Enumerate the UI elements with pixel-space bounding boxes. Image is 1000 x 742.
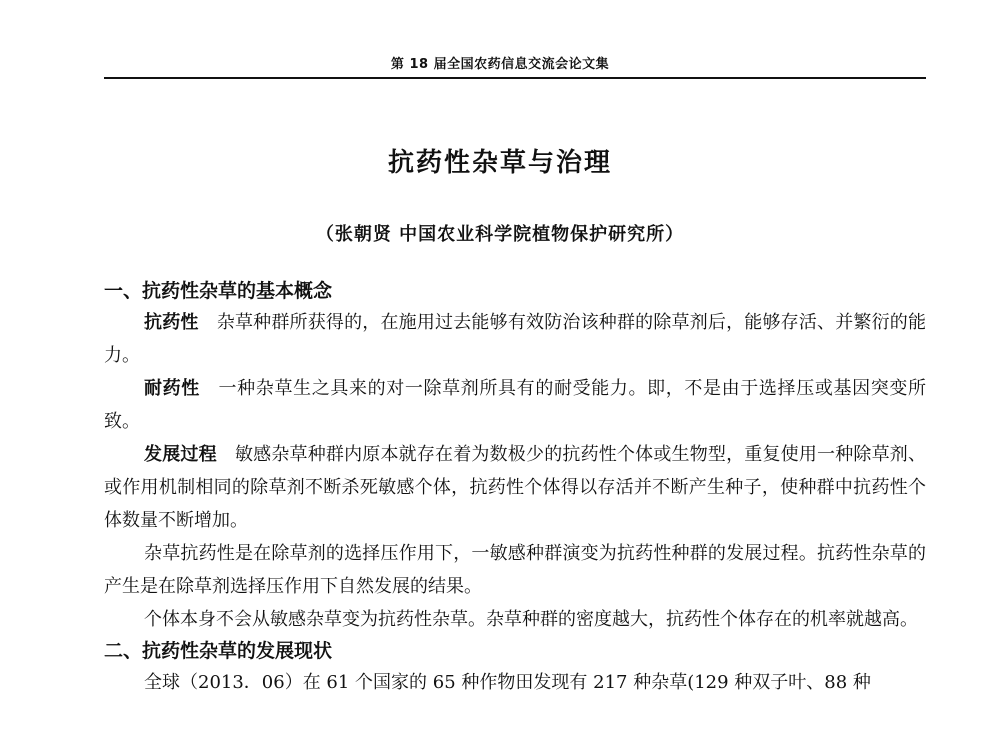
paragraph-development [104, 438, 926, 537]
paragraph-global-status: 全球（2013．06）在 61 个国家的 65 种作物田发现有 217 种杂草(129 种双子叶、88 种 [144, 672, 871, 693]
running-header: 第 18 届全国农药信息交流会论文集 [390, 57, 610, 72]
header-rule [104, 77, 926, 79]
article-body [104, 276, 926, 696]
author-affiliation: （张朝贤 中国农业科学院植物保护研究所） [315, 224, 685, 245]
paragraph-population-density: 个体本身不会从敏感杂草变为抗药性杂草。杂草种群的密度越大，抗药性个体存在的机率就越高。 [144, 609, 918, 630]
term-label: 抗药性 [144, 312, 199, 333]
section-heading: 一、抗药性杂草的基本概念 [104, 280, 333, 302]
paragraph-tolerance [104, 372, 926, 438]
paragraph-resistance [104, 306, 926, 372]
article-title: 抗药性杂草与治理 [387, 148, 612, 178]
paragraph-text: 敏感杂草种群内原本就存在着为数极少的抗药性个体或生物型，重复使用一种除草剂、或作用机制相同的除草剂不断杀死敏感个体，抗药性个体得以存活并不断产生种子，使种群中抗药性个体数量不断增加。 [104, 444, 926, 531]
paragraph-text: 一种杂草生之具来的对一除草剂所具有的耐受能力。即，不是由于选择压或基因突变所致。 [104, 378, 926, 432]
term-label: 耐药性 [144, 378, 200, 399]
term-label: 发展过程 [144, 444, 217, 465]
paragraph-text: 杂草种群所获得的，在施用过去能够有效防治该种群的除草剂后，能够存活、并繁衍的能力。 [104, 312, 927, 366]
section-heading: 二、抗药性杂草的发展现状 [104, 640, 333, 662]
paragraph-selection-pressure: 杂草抗药性是在除草剂的选择压作用下，一敏感种群演变为抗药性种群的发展过程。抗药性杂草的产生是在除草剂选择压作用下自然发展的结果。 [104, 543, 926, 597]
